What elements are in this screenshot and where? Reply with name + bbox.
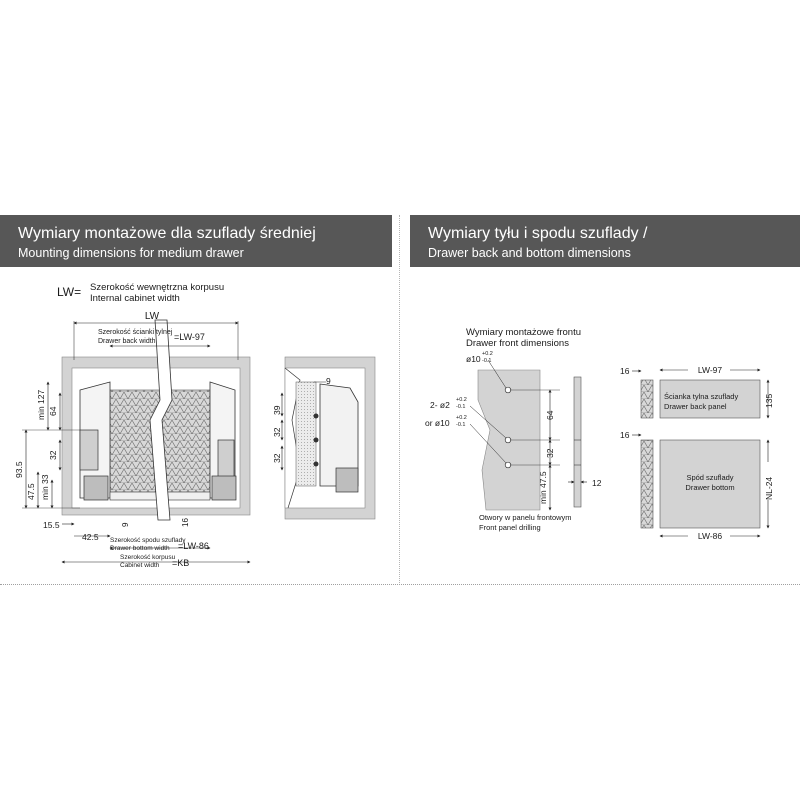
front-hole-2 — [505, 437, 511, 443]
slide-left — [84, 476, 108, 500]
hole-or-tol-dn: -0.1 — [456, 422, 466, 428]
back-panel-height: 135 — [764, 393, 774, 408]
bottom-panel-length: NL-24 — [764, 476, 774, 500]
lw-legend-pl: Szerokość wewnętrzna korpusu — [90, 282, 225, 293]
side-dim-9: 9 — [326, 376, 331, 386]
back-panel-label-en: Drawer back panel — [664, 402, 727, 411]
side-dim-32a: 32 — [272, 427, 282, 437]
lw-legend — [57, 282, 224, 304]
left-header-title-pl: Wymiary montażowe dla szuflady średniej — [18, 225, 316, 242]
side-hole-3 — [314, 462, 319, 467]
hole-or-tol-up: +0.2 — [456, 415, 467, 421]
front-title-en: Drawer front dimensions — [466, 338, 569, 349]
front-hole-3 — [505, 462, 511, 468]
lw-legend-en: Internal cabinet width — [90, 293, 180, 304]
bottom-width-en: Drawer bottom width — [110, 545, 170, 552]
side-hole-1 — [314, 414, 319, 419]
back-panel-drawing — [620, 364, 774, 418]
dim-min33: min 33 — [40, 474, 50, 500]
cabinet-width-pl: Szerokość korpusu — [120, 554, 176, 561]
hole-mid-tol-up: +0.2 — [456, 397, 467, 403]
dim-9-bottom: 9 — [121, 522, 130, 527]
cabinet-front-view — [62, 320, 250, 520]
back-panel-width: LW-97 — [697, 365, 723, 375]
front-dim-min47-5: min 47.5 — [538, 471, 548, 504]
lw-legend-symbol: LW= — [57, 285, 82, 299]
lw-label: LW — [144, 311, 160, 322]
dim-16-bottom: 16 — [181, 518, 190, 527]
side-hole-2 — [314, 438, 319, 443]
dim-32: 32 — [48, 450, 58, 460]
cabinet-width-en: Cabinet width — [120, 562, 160, 569]
back-panel-section — [641, 380, 653, 418]
runner-right — [218, 440, 234, 480]
slide-right — [212, 476, 236, 500]
front-dim-64: 64 — [545, 410, 555, 420]
runner-left — [80, 430, 98, 470]
hole-top-label: ø10 — [466, 354, 481, 364]
front-section — [574, 377, 581, 507]
back-panel-thickness: 16 — [620, 366, 630, 376]
bottom-width-value: =LW-86 — [178, 541, 209, 551]
dim-93-5: 93.5 — [14, 461, 24, 478]
side-view — [272, 357, 375, 519]
back-panel-label-pl: Ścianka tylna szuflady — [664, 392, 739, 401]
bottom-panel-label-pl: Spód szuflady — [686, 473, 734, 482]
front-dim-32: 32 — [545, 448, 555, 458]
hole-mid-tol-dn: -0.1 — [456, 404, 466, 410]
bottom-panel-width: LW-86 — [697, 531, 723, 541]
drilling-pl: Otwory w panelu frontowym — [479, 513, 572, 522]
side-dim-32b: 32 — [272, 453, 282, 463]
front-title-pl: Wymiary montażowe frontu — [466, 327, 582, 338]
side-dim-39: 39 — [272, 405, 282, 415]
bottom-width-pl: Szerokość spodu szuflady — [110, 537, 186, 544]
dim-64: 64 — [48, 406, 58, 416]
side-front-panel — [296, 382, 316, 486]
dim-min127: min 127 — [36, 389, 46, 420]
side-slide — [336, 468, 358, 492]
bottom-panel-thickness: 16 — [620, 430, 630, 440]
dim-42-5: 42.5 — [82, 532, 99, 542]
back-width-value: =LW-97 — [174, 332, 205, 342]
right-header-title-en: Drawer back and bottom dimensions — [428, 246, 631, 260]
hole-or-label: or ø10 — [425, 418, 450, 428]
hole-mid-label: 2- ø2 — [430, 400, 450, 410]
back-width-dimension — [98, 329, 210, 346]
drilling-en: Front panel drilling — [479, 523, 541, 532]
back-width-pl: Szerokość ścianki tylnej — [98, 329, 173, 336]
dim-47-5: 47.5 — [26, 483, 36, 500]
bottom-panel-label-en: Drawer bottom — [685, 483, 735, 492]
hole-top-tol-dn: -0.1 — [482, 358, 492, 364]
hole-top-tol-up: +0.2 — [482, 351, 493, 357]
bottom-dimensions-left — [43, 518, 250, 569]
front-hole-1 — [505, 387, 511, 393]
dim-15-5: 15.5 — [43, 520, 60, 530]
bottom-panel-section — [641, 440, 653, 528]
right-header-title-pl: Wymiary tyłu i spodu szuflady / — [428, 225, 648, 242]
left-header-title-en: Mounting dimensions for medium drawer — [18, 246, 244, 260]
front-dimensions — [425, 327, 602, 532]
cabinet-width-value: =KB — [172, 558, 190, 568]
bottom-panel-drawing — [620, 430, 774, 541]
front-dim-12: 12 — [592, 478, 602, 488]
back-width-en: Drawer back width — [98, 338, 156, 345]
